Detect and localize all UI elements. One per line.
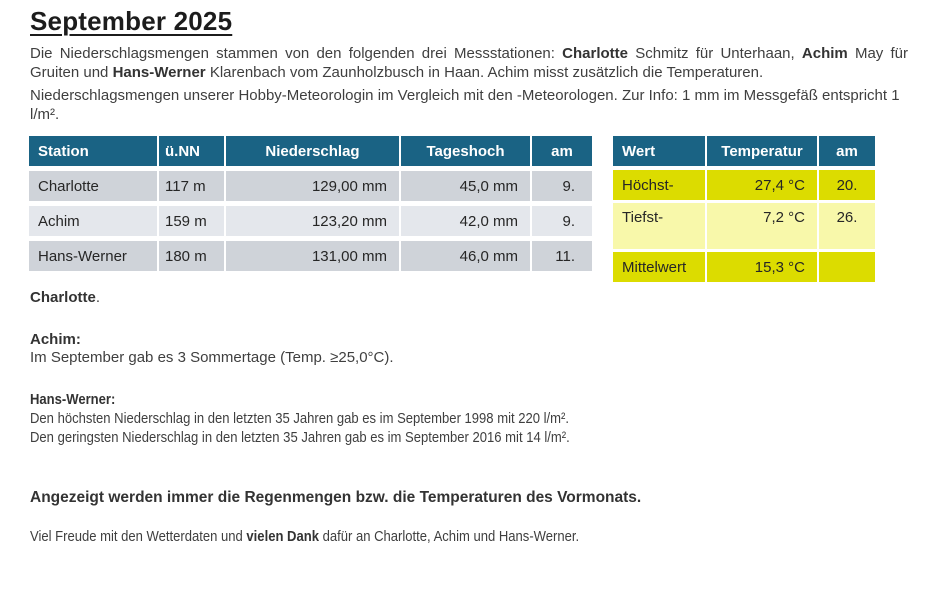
note-hans-werner-line2: Den geringsten Niederschlag in den letzten 35 Jahren gab es im September 2016 mit 14 l/m².: [30, 429, 570, 446]
value-label-cell: Tiefst-: [613, 203, 705, 249]
note-achim-line: Im September gab es 3 Sommertage (Temp. ≥25,0°C).: [30, 349, 394, 366]
precip-cell: 129,00 mm: [226, 171, 399, 201]
closing-thanks: vielen Dank: [246, 528, 319, 545]
date-cell: 20.: [819, 170, 875, 200]
table-row-mean-temp: [613, 252, 875, 282]
date-cell: 9.: [532, 171, 592, 201]
value-label-cell: Höchst-: [613, 170, 705, 200]
closing-text: [30, 527, 661, 546]
name-achim: Achim: [801, 45, 848, 62]
altitude-cell: 117 m: [159, 171, 224, 201]
table-row-min-temp: [613, 203, 875, 249]
page-title: September 2025: [30, 6, 233, 36]
header-station: Station: [29, 136, 157, 166]
table-row-max-temp: [613, 170, 875, 200]
date-cell: [819, 252, 875, 282]
temperature-table: [613, 136, 875, 285]
disclaimer-text: Angezeigt werden immer die Regenmengen bzw. die Temperaturen des Vormonats.: [30, 489, 642, 506]
temperature-cell: 15,3 °C: [707, 252, 817, 282]
intro-text: Die Niederschlagsmengen stammen von den folgenden drei Messstationen:: [30, 45, 563, 62]
header-value: Wert: [613, 136, 705, 166]
closing-segment: dafür an Charlotte, Achim und Hans-Werner.: [318, 528, 580, 545]
table-row-charlotte: [29, 171, 592, 201]
value-label-cell: Mittelwert: [613, 252, 705, 282]
name-hans-werner: Hans-Werner: [112, 64, 206, 81]
intro-text: May für Gruiten und: [30, 45, 908, 81]
precip-cell: 123,20 mm: [226, 206, 399, 236]
intro-text: Klarenbach vom Zaunholzbusch in Haan. Achim misst zusätzlich die Temperaturen.: [205, 64, 764, 81]
note-achim-heading: Achim:: [30, 331, 81, 348]
daymax-cell: 42,0 mm: [401, 206, 530, 236]
closing-segment: Viel Freude mit den Wetterdaten und: [30, 528, 247, 545]
header-on-date: am: [532, 136, 592, 166]
note-charlotte-tail: .: [95, 289, 101, 306]
note-achim: [30, 331, 394, 367]
intro-paragraph-stations: [30, 44, 908, 82]
note-hans-werner-line1: Den höchsten Niederschlag in den letzten 35 Jahren gab es im September 1998 mit 220 l/m².: [30, 410, 569, 427]
note-hans-werner-heading: Hans-Werner:: [30, 391, 116, 408]
temperature-table-header-row: [613, 136, 875, 166]
note-charlotte: [30, 288, 100, 307]
intro-paragraph-info: Niederschlagsmengen unserer Hobby-Meteorologin im Vergleich mit den -Meteorologen. Zur Info: 1 mm im Messgefäß entspricht 1 l/m².: [30, 87, 900, 123]
date-cell: 26.: [819, 203, 875, 249]
stations-table-header-row: [29, 136, 592, 166]
daymax-cell: 46,0 mm: [401, 241, 530, 271]
altitude-cell: 180 m: [159, 241, 224, 271]
date-cell: 9.: [532, 206, 592, 236]
header-temperature: Temperatur: [707, 136, 817, 166]
station-cell: Achim: [29, 206, 157, 236]
stations-table: [29, 136, 592, 276]
note-hans-werner: [30, 390, 650, 447]
header-on-date: am: [819, 136, 875, 166]
date-cell: 11.: [532, 241, 592, 271]
temperature-cell: 27,4 °C: [707, 170, 817, 200]
daymax-cell: 45,0 mm: [401, 171, 530, 201]
header-altitude: ü.NN: [159, 136, 224, 166]
note-charlotte-name: Charlotte: [30, 289, 96, 306]
precip-cell: 131,00 mm: [226, 241, 399, 271]
intro-text: Schmitz für Unterhaan,: [627, 45, 802, 62]
header-day-max: Tageshoch: [401, 136, 530, 166]
temperature-cell: 7,2 °C: [707, 203, 817, 249]
header-precipitation: Niederschlag: [226, 136, 399, 166]
table-row-hans-werner: [29, 241, 592, 271]
name-charlotte: Charlotte: [562, 45, 628, 62]
station-cell: Hans-Werner: [29, 241, 157, 271]
altitude-cell: 159 m: [159, 206, 224, 236]
table-row-achim: [29, 206, 592, 236]
station-cell: Charlotte: [29, 171, 157, 201]
